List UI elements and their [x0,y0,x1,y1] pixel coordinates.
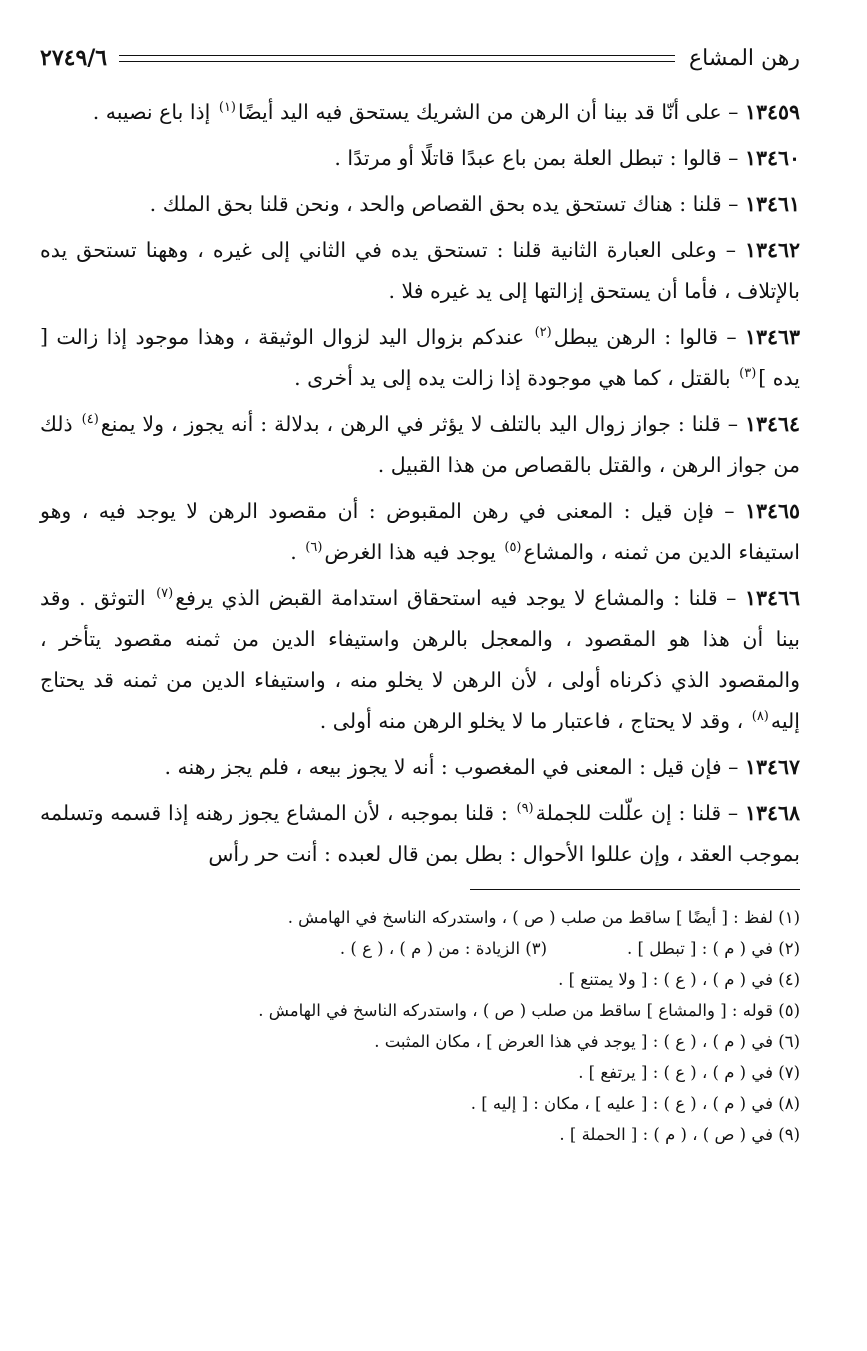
paragraph-number: ١٣٤٦٦ [744,586,800,610]
footnote-ref: (٣) [739,366,757,381]
main-text [40,92,800,875]
paragraph [40,491,800,573]
paragraph-text: – وعلى العبارة الثانية قلنا : تستحق يده في الثاني إلى غيره ، وههنا تستحق يده بالإتلاف ، فأما أن يستحق إزالتها إلى يد غيره فلا . [40,238,800,303]
footnote: (٩) في ( ص ) ، ( م ) : [ الحملة ] . [559,1125,800,1144]
footnote-ref: (١) [218,100,236,115]
footnote-ref: (٩) [516,801,534,816]
paragraph-text: – قالوا : تبطل العلة بمن باع عبدًا قاتلًا أو مرتدًا . [334,146,745,170]
paragraph-number: ١٣٤٦٥ [744,499,800,523]
paragraph-text: – قالوا : الرهن يبطل [553,325,745,349]
paragraph-text: – قلنا : إن علّلت للجملة [535,801,745,825]
paragraph-number: ١٣٤٦٧ [744,755,800,779]
footnote-separator [470,889,800,890]
footnote: (٦) في ( م ) ، ( ع ) : [ يوجد في هذا العرض ] ، مكان المثبت . [374,1032,800,1051]
running-header [40,38,800,78]
paragraph-text: يوجد فيه هذا الغرض [324,540,503,564]
paragraph [40,138,800,179]
paragraph-number: ١٣٤٦١ [744,192,800,216]
paragraph [40,184,800,225]
footnote: (٧) في ( م ) ، ( ع ) : [ يرتفع ] . [578,1063,800,1082]
footnote-ref: (٢) [534,325,552,340]
paragraph [40,230,800,312]
paragraph-number: ١٣٤٦٠ [744,146,800,170]
footnote: (٨) في ( م ) ، ( ع ) : [ عليه ] ، مكان : [ إليه ] . [470,1094,800,1113]
paragraph-text: إذا باع نصيبه . [92,100,217,124]
header-title: رهن المشاع [689,45,800,71]
page-number: ٢٧٤٩/٦ [40,45,108,71]
paragraph-text: – قلنا : والمشاع لا يوجد فيه استحقاق استدامة القبض الذي يرفع [175,586,745,610]
footnote: (١) لفظ : [ أيضًا ] ساقط من صلب ( ص ) ، واستدركه الناسخ في الهامش . [287,908,800,927]
footnote-ref: (٥) [504,540,522,555]
paragraph [40,793,800,875]
paragraph-text: – فإن قيل : المعنى في المغصوب : أنه لا يجوز بيعه ، فلم يجز رهنه . [164,755,745,779]
paragraph-number: ١٣٤٦٣ [744,325,800,349]
footnote: (٥) قوله : [ والمشاع ] ساقط من صلب ( ص ) ، واستدركه الناسخ في الهامش . [258,1001,800,1020]
paragraph-text: : قلنا بموجبه ، لأن المشاع يجوز رهنه إذا قسمه وتسلمه بموجب العقد ، وإن عللوا الأحوال : بطل بمن قال لعبده : أنت حر رأس [40,801,800,866]
footnotes [40,902,800,1150]
paragraph-text: عندكم بزوال اليد لزوال الوثيقة ، وهذا موجود إذا زالت [ يده ] [40,325,800,390]
header-rule [119,55,675,62]
paragraph-text: التوثق . وقد بينا أن هذا هو المقصود ، والمعجل بالرهن واستيفاء الدين من ثمنه مقصود يتأخر ، والمقصود الذي ذكرناه أولى ، لأن الرهن لا يخلو منه ، واستيفاء الدين من ثمنه قد يحتاج إليه [40,586,800,733]
footnote-ref: (٤) [81,412,99,427]
paragraph-number: ١٣٤٦٨ [744,801,800,825]
paragraph [40,578,800,742]
paragraph-text: – قلنا : جواز زوال اليد بالتلف لا يؤثر في الرهن ، بدلالة : أنه يجوز ، ولا يمنع [100,412,745,436]
paragraph-number: ١٣٤٦٤ [744,412,801,436]
footnote-ref: (٨) [751,709,769,724]
footnote-ref: (٧) [156,586,174,601]
paragraph [40,317,800,399]
document-page [40,38,800,1150]
paragraph-text: – على أنّا قد بينا أن الرهن من الشريك يستحق فيه اليد أيضًا [238,100,745,124]
paragraph-number: ١٣٤٦٢ [744,238,800,262]
paragraph-text: ، وقد لا يحتاج ، فاعتبار ما لا يخلو الرهن منه أولى . [319,709,750,733]
footnote-ref: (٦) [305,540,323,555]
paragraph-text: . [290,540,304,564]
footnote: (٤) في ( م ) ، ( ع ) : [ ولا يمتنع ] . [558,970,800,989]
paragraph-text: ذلك من جواز الرهن ، والقتل بالقصاص من هذا القبيل . [40,412,800,477]
footnote: (٣) الزيادة : من ( م ) ، ( ع ) . [339,939,548,958]
footnote-row [40,933,800,964]
paragraph-text: بالقتل ، كما هي موجودة إذا زالت يده إلى يد أخرى . [294,366,738,390]
paragraph-number: ١٣٤٥٩ [744,100,800,124]
paragraph-text: – قلنا : هناك تستحق يده بحق القصاص والحد ، ونحن قلنا بحق الملك . [149,192,745,216]
paragraph [40,404,800,486]
paragraph [40,747,800,788]
paragraph [40,92,800,133]
paragraph-text: – فإن قيل : المعنى في رهن المقبوض : أن مقصود الرهن لا يوجد فيه ، وهو استيفاء الدين من ثمنه ، والمشاع [40,499,800,564]
footnote: (٢) في ( م ) : [ تبطل ] . [627,939,800,958]
